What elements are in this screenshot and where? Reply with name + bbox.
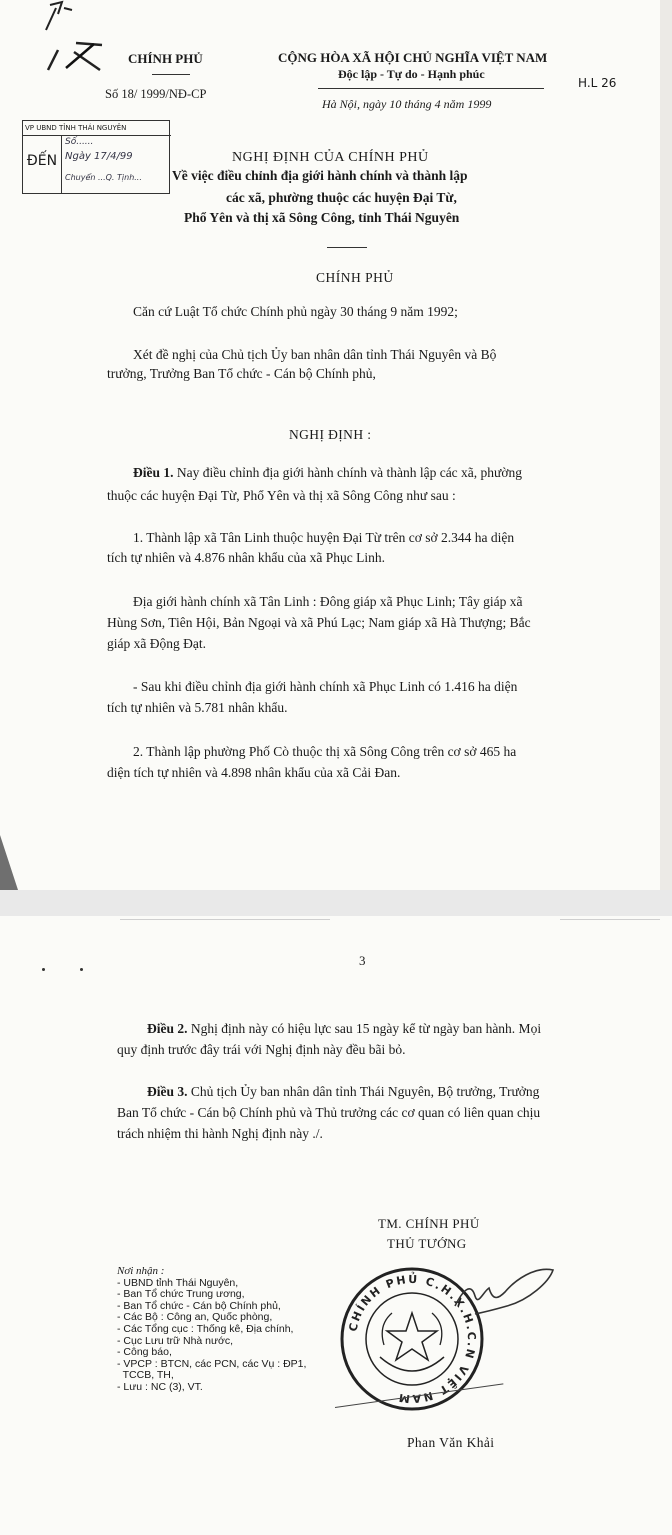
signature-organization: TM. CHÍNH PHỦ	[378, 1216, 480, 1231]
signature-title: THỦ TƯỚNG	[387, 1236, 467, 1251]
clause-2-line-1: 2. Thành lập phường Phố Cò thuộc thị xã Sông Công trên cơ sở 465 ha	[133, 744, 517, 759]
decree-title: NGHỊ ĐỊNH CỦA CHÍNH PHỦ	[232, 150, 429, 165]
stamp-chuyen: Chuyển ...Q. Tịnh...	[65, 173, 142, 182]
boundary-line-2: Hùng Sơn, Tiên Hội, Bản Ngoại và xã Phú Lạc; Nam giáp xã Hà Thượng; Bắc	[107, 615, 531, 630]
handwritten-signature	[445, 1262, 560, 1322]
page-number: 3	[359, 953, 366, 968]
recipient-item: - Các Bộ : Công an, Quốc phòng,	[117, 1311, 273, 1324]
page-2-edge-line	[120, 919, 330, 920]
decree-subtitle-3: Phổ Yên và thị xã Sông Công, tỉnh Thái Nguyên	[184, 210, 460, 225]
national-motto: Độc lập - Tự do - Hạnh phúc	[338, 67, 485, 81]
stamp-den: ĐẾN	[23, 136, 62, 193]
article-3-line-2: Ban Tổ chức - Cán bộ Chính phủ và Thủ trưởng các cơ quan có liên quan chịu	[117, 1105, 541, 1120]
document-page-2	[0, 916, 672, 1535]
clause-1-line-1: 1. Thành lập xã Tân Linh thuộc huyện Đại Từ trên cơ sở 2.344 ha diện	[133, 530, 515, 545]
article-2-line-2: quy định trước đây trái với Nghị định này đều bãi bỏ.	[117, 1042, 406, 1057]
clause-1-line-2: tích tự nhiên và 4.876 nhân khẩu của xã Phục Linh.	[107, 550, 386, 565]
page-gap	[0, 890, 672, 916]
article-3-text: Chủ tịch Ủy ban nhân dân tỉnh Thái Nguyên, Bộ trưởng, Trưởng	[187, 1084, 540, 1099]
article-1-text: Nay điều chỉnh địa giới hành chính và thành lập các xã, phường	[173, 465, 522, 480]
recipients-block	[117, 1266, 306, 1394]
recipient-item: - Ban Tổ chức - Cán bộ Chính phủ,	[117, 1299, 281, 1312]
article-1-label: Điều 1.	[133, 465, 174, 480]
boundary-line-1: Địa giới hành chính xã Tân Linh : Đông giáp xã Phục Linh; Tây giáp xã	[133, 594, 523, 609]
issuer-heading: CHÍNH PHỦ	[316, 270, 394, 285]
article-2-text: Nghị định này có hiệu lực sau 15 ngày kể từ ngày ban hành. Mọi	[187, 1021, 542, 1036]
receipt-stamp	[22, 120, 170, 194]
article-3-label: Điều 3.	[147, 1084, 188, 1099]
recipient-item: - VPCP : BTCN, các PCN, các Vụ : ĐP1,	[117, 1357, 307, 1370]
recipient-item: - Ban Tổ chức Trung ương,	[117, 1288, 245, 1301]
phuc-linh-line-2: tích tự nhiên và 5.781 nhân khẩu.	[107, 700, 288, 715]
place-date: Hà Nội, ngày 10 tháng 4 năm 1999	[322, 97, 492, 111]
page-2-edge-line-right	[560, 919, 660, 920]
title-divider	[327, 247, 367, 248]
scan-dot	[80, 968, 83, 971]
article-1-line-2: thuộc các huyện Đại Từ, Phổ Yên và thị xã Sông Công như sau :	[107, 488, 456, 503]
seal-text: CHÍNH PHỦ C.H.X.H.C.N VIỆT NAM	[346, 1272, 479, 1406]
boundary-line-3: giáp xã Động Đạt.	[107, 636, 206, 651]
decree-subtitle-1: Về việc điều chỉnh địa giới hành chính và thành lập	[172, 168, 468, 183]
recipient-item: - Cục Lưu trữ Nhà nước,	[117, 1334, 234, 1347]
recipient-item: - UBND tỉnh Thái Nguyên,	[117, 1276, 239, 1289]
stamp-so: Số......	[65, 137, 94, 147]
article-1-line-1	[133, 463, 522, 482]
recipient-item: - Lưu : NC (3), VT.	[117, 1380, 203, 1393]
agency-name: CHÍNH PHỦ	[128, 51, 203, 66]
proposal-line-2: trưởng, Trưởng Ban Tổ chức - Cán bộ Chính phủ,	[107, 366, 376, 381]
phuc-linh-line-1: - Sau khi điều chỉnh địa giới hành chính xã Phục Linh có 1.416 ha diện	[133, 679, 518, 694]
recipient-item: TCCB, TH,	[117, 1369, 174, 1382]
recipient-item: - Các Tổng cục : Thống kê, Địa chính,	[117, 1322, 294, 1335]
recipients-title: Nơi nhận :	[117, 1265, 165, 1277]
margin-mark: H.L 26	[578, 76, 617, 90]
article-3-line-1	[147, 1082, 539, 1101]
agency-underline	[152, 74, 190, 75]
stamp-office: VP UBND TỈNH THÁI NGUYÊN	[23, 121, 171, 136]
article-3-line-3: trách nhiệm thi hành Nghị định này ./.	[117, 1126, 323, 1141]
motto-underline	[318, 88, 544, 89]
document-number: Số 18/ 1999/NĐ-CP	[105, 87, 207, 101]
handwritten-stroke	[60, 40, 100, 72]
recipient-item: - Công báo,	[117, 1346, 172, 1359]
stamp-ngay: Ngày 17/4/99	[65, 151, 133, 162]
country-name: CỘNG HÒA XÃ HỘI CHỦ NGHĨA VIỆT NAM	[278, 50, 548, 65]
decree-subtitle-2: các xã, phường thuộc các huyện Đại Từ,	[226, 190, 457, 205]
legal-basis: Căn cứ Luật Tổ chức Chính phủ ngày 30 tháng 9 năm 1992;	[133, 304, 458, 319]
page-corner-shadow	[0, 835, 18, 890]
page-edge-shadow	[660, 0, 672, 890]
clause-2-line-2: diện tích tự nhiên và 4.898 nhân khẩu của xã Cải Đan.	[107, 765, 401, 780]
scan-dot	[42, 968, 45, 971]
signer-name: Phan Văn Khải	[407, 1435, 495, 1450]
article-2-line-1	[147, 1019, 541, 1038]
article-2-label: Điều 2.	[147, 1021, 188, 1036]
proposal-line-1: Xét đề nghị của Chủ tịch Ủy ban nhân dân tỉnh Thái Nguyên và Bộ	[133, 347, 497, 362]
decree-heading: NGHỊ ĐỊNH :	[289, 427, 372, 442]
